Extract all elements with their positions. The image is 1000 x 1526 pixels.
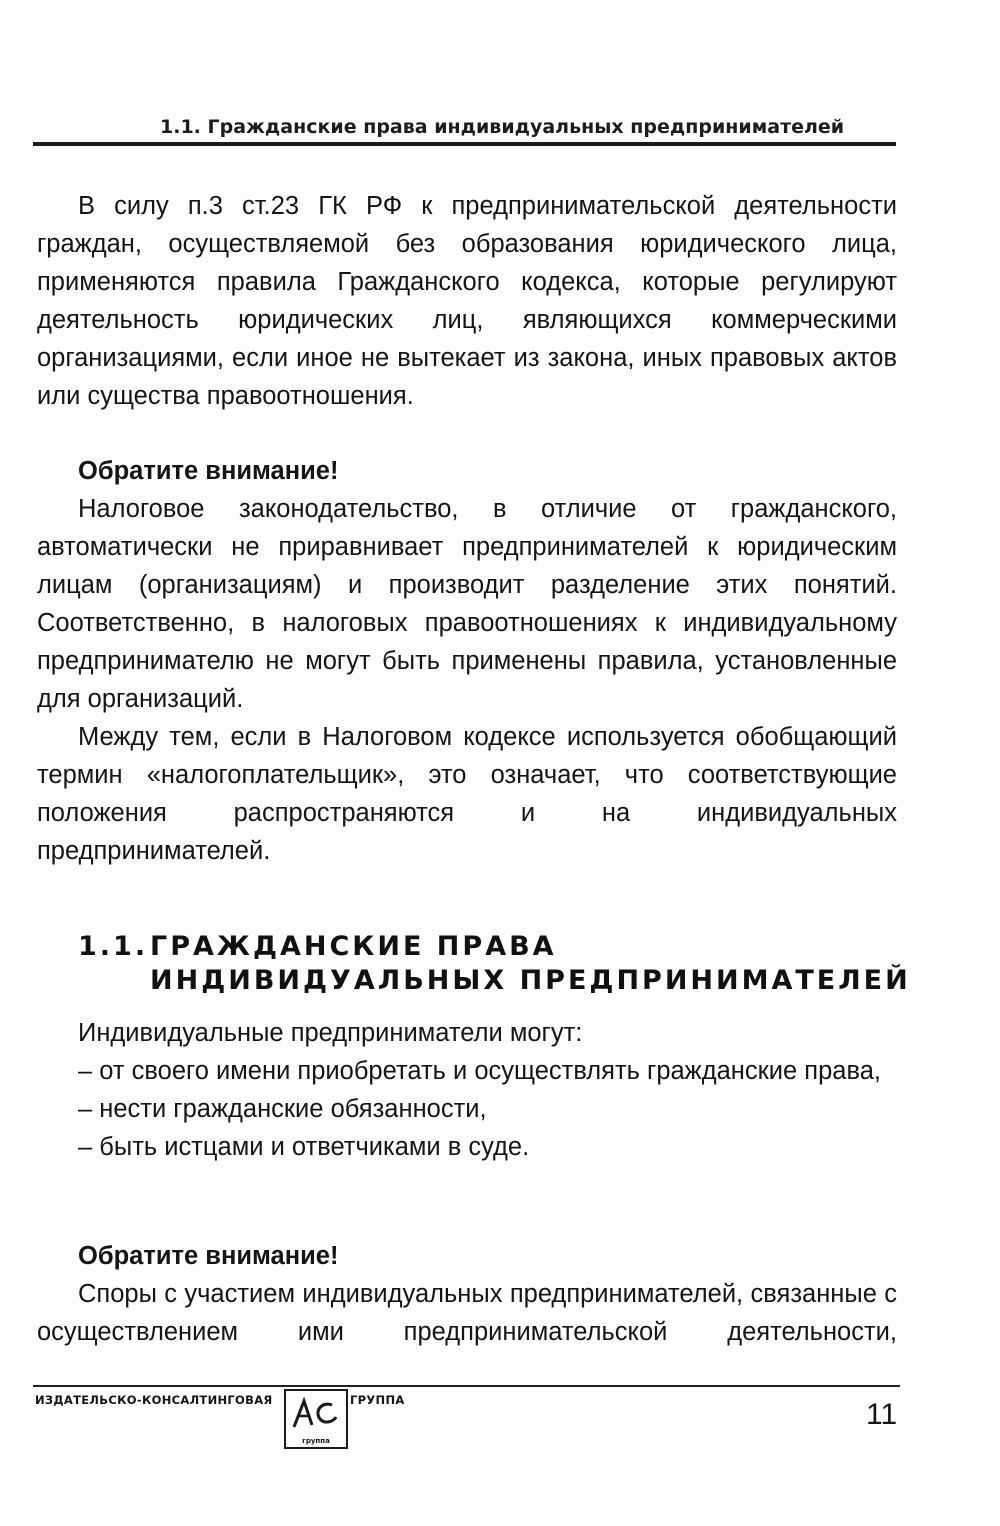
publisher-logo-icon xyxy=(284,1389,348,1451)
paragraph-text: В силу п.3 ст.23 ГК РФ к предпринимательской деятельности граждан, осуществляемой без образования юридического лица, применяются правила Гражданского кодекса, которые регулируют деятельность юридических лиц, являющихся коммерческими организациями, если иное не вытекает из закона, иных правовых актов или существа правоотношения. xyxy=(37,192,897,410)
rights-list xyxy=(37,1014,897,1166)
list-item: – быть истцами и ответчиками в суде. xyxy=(78,1133,530,1161)
list-item: – от своего имени приобретать и осуществлять гражданские права, xyxy=(78,1057,882,1085)
logo-subtext: группа xyxy=(302,1437,330,1445)
section-number: 1.1. xyxy=(78,931,149,962)
section-title-line2: ИНДИВИДУАЛЬНЫХ ПРЕДПРИНИМАТЕЛЕЙ xyxy=(150,965,911,996)
page-number: 11 xyxy=(866,1398,898,1431)
publisher-name: ИЗДАТЕЛЬСКО-КОНСАЛТИНГОВАЯ xyxy=(35,1393,273,1407)
paragraph-text: Споры с участием индивидуальных предпринимателей, связанные с осуществлением ими предпринимательской деятельности, xyxy=(37,1280,897,1346)
header-rule xyxy=(33,142,896,146)
section-title-line1: ГРАЖДАНСКИЕ ПРАВА xyxy=(150,931,557,962)
note-heading: Обратите внимание! xyxy=(78,457,339,485)
publisher-group: ГРУППА xyxy=(350,1393,405,1407)
paragraph-text: Между тем, если в Налоговом кодексе используется обобщающий термин «налогоплательщик», это означает, что соответствующие положения распространяются и на индивидуальных предпринимателей. xyxy=(37,723,897,865)
list-intro: Индивидуальные предприниматели могут: xyxy=(78,1019,583,1047)
section-heading xyxy=(78,930,911,998)
list-item: – нести гражданские обязанности, xyxy=(78,1095,487,1123)
note-body xyxy=(37,490,897,870)
paragraph-text: Налоговое законодательство, в отличие от гражданского, автоматически не приравнивает предпринимателей к юридическим лицам (организациям) и производит разделение этих понятий. Соответственно, в налоговых правоотношениях к индивидуальному предпринимателю не могут быть применены правила, установленные для организаций. xyxy=(37,495,897,713)
note-heading: Обратите внимание! xyxy=(78,1242,339,1270)
note-body xyxy=(37,1275,897,1351)
paragraph-intro xyxy=(37,187,897,415)
running-header: 1.1. Гражданские права индивидуальных предпринимателей xyxy=(160,116,845,138)
footer-rule xyxy=(33,1385,900,1387)
